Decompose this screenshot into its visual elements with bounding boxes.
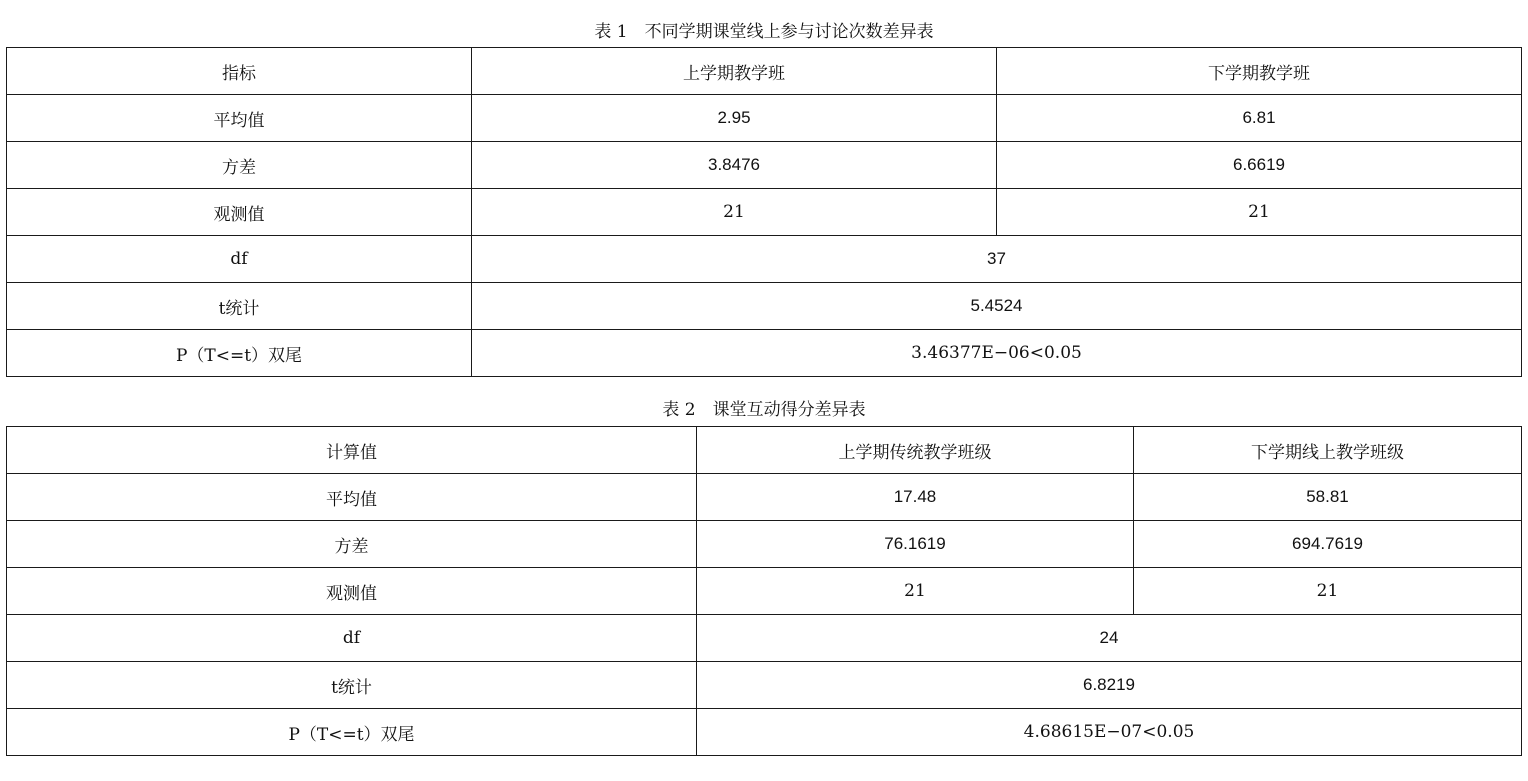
- table-cell: 6.6619: [997, 142, 1522, 189]
- row-label: 方差: [7, 142, 472, 189]
- table-header-row: [7, 48, 1522, 95]
- table-cell: 2.95: [472, 95, 997, 142]
- row-label: 平均值: [7, 474, 697, 521]
- table-cell: 21: [472, 189, 997, 236]
- table-cell: 76.1619: [697, 521, 1134, 568]
- row-label: P（T<=t）双尾: [7, 330, 472, 377]
- header-cell: 下学期线上教学班级: [1134, 427, 1522, 474]
- header-cell: 上学期传统教学班级: [697, 427, 1134, 474]
- table-cell: 21: [997, 189, 1522, 236]
- table1-caption: 表 1 不同学期课堂线上参与讨论次数差异表: [594, 22, 934, 42]
- table-cell: 21: [1134, 568, 1522, 615]
- merged-cell: 37: [472, 236, 1522, 283]
- table-row: [7, 474, 1522, 521]
- header-cell: 计算值: [7, 427, 697, 474]
- row-label: P（T<=t）双尾: [7, 709, 697, 756]
- table-cell: 58.81: [1134, 474, 1522, 521]
- table-row: [7, 662, 1522, 709]
- row-label: 平均值: [7, 95, 472, 142]
- table-cell: 17.48: [697, 474, 1134, 521]
- merged-cell: 3.46377E−06<0.05: [472, 330, 1522, 377]
- table-row: [7, 709, 1522, 756]
- table-row: [7, 189, 1522, 236]
- row-label: t统计: [7, 283, 472, 330]
- row-label: 方差: [7, 521, 697, 568]
- table2: [6, 426, 1522, 756]
- table-row: [7, 95, 1522, 142]
- merged-cell: 24: [697, 615, 1522, 662]
- table2-caption: 表 2 课堂互动得分差异表: [662, 400, 866, 420]
- table-row: [7, 568, 1522, 615]
- table-cell: 3.8476: [472, 142, 997, 189]
- header-cell: 指标: [7, 48, 472, 95]
- table-cell: 6.81: [997, 95, 1522, 142]
- row-label: 观测值: [7, 568, 697, 615]
- table-cell: 694.7619: [1134, 521, 1522, 568]
- table-row: [7, 283, 1522, 330]
- merged-cell: 6.8219: [697, 662, 1522, 709]
- row-label: 观测值: [7, 189, 472, 236]
- row-label: df: [7, 615, 697, 662]
- header-cell: 上学期教学班: [472, 48, 997, 95]
- merged-cell: 4.68615E−07<0.05: [697, 709, 1522, 756]
- merged-cell: 5.4524: [472, 283, 1522, 330]
- table-row: [7, 142, 1522, 189]
- table-header-row: [7, 427, 1522, 474]
- row-label: df: [7, 236, 472, 283]
- table-row: [7, 236, 1522, 283]
- table-row: [7, 330, 1522, 377]
- row-label: t统计: [7, 662, 697, 709]
- header-cell: 下学期教学班: [997, 48, 1522, 95]
- table-cell: 21: [697, 568, 1134, 615]
- table-row: [7, 521, 1522, 568]
- table1: [6, 47, 1522, 377]
- table-row: [7, 615, 1522, 662]
